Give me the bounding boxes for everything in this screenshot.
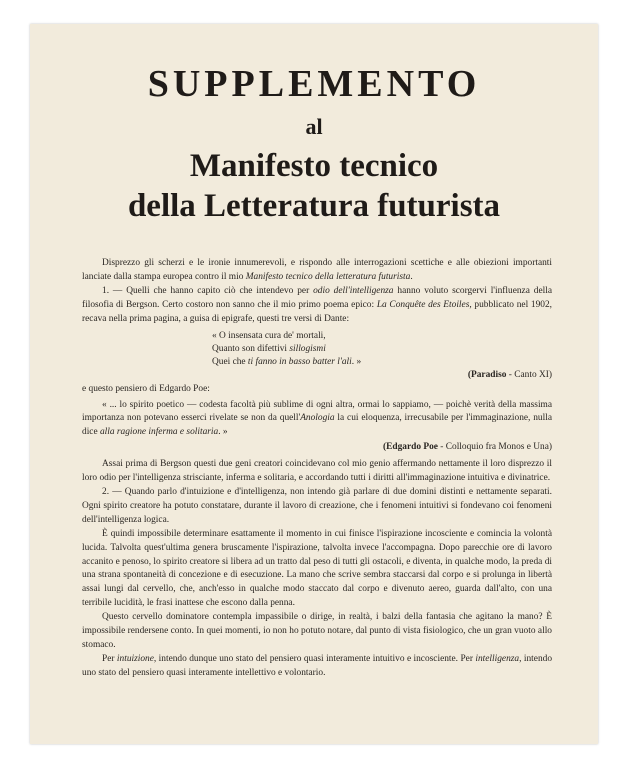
poe-intro: e questo pensiero di Edgardo Poe:: [82, 383, 210, 394]
title-supplemento: SUPPLEMENTO: [147, 63, 481, 105]
paragraph-assai: Assai prima di Bergson questi due geni creatori coincidevano col mio genio affermando nettamente il loro disprezzo il loro odio per l'intelligenza strisciante, inferma e solitaria, e accordando tutti i diritti all'immaginazione intuitiva e divinatrice.: [82, 459, 552, 484]
paragraph-4: Questo cervello dominatore contempla impassibile o dirige, in realtà, i balzi della fantasia che agitano la mano? È impossibile rendersene conto. In quei momenti, io non ho potuto notare, dal punto di vista fisiologico, che un gran vuoto allo stomaco.: [82, 612, 552, 650]
paragraph-2: 2. — Quando parlo d'intuizione e d'intelligenza, non intendo già parlare di due domini distinti e nettamente separati. Ogni spirito creatore ha potuto constatare, durante il lavoro di creazione, che i fenomeni intuitivi si fondevano coi fenomeni dell'intelligenza logica.: [82, 487, 552, 525]
paragraph-5: Per intuizione, intendo dunque uno stato del pensiero quasi interamente intuitivo e incosciente. Per intelligenza, intendo uno stato del pensiero quasi interamente intellettivo e volontario.: [82, 653, 553, 678]
paragraph-3: È quindi impossibile determinare esattamente il momento in cui finisce l'ispirazione incosciente e comincia la volontà lucida. Talvolta quest'ultima genera bruscamente l'ispirazione, talvolta invece l'accompagna. Dopo parecchie ore di lavoro accanito e penoso, lo spirito creatore si libera ad un tratto dal peso di tutti gli ostacoli, e diventa, in qualche modo, la preda di una strana spontaneità di concezione e di esecuzione. La mano che scrive sembra staccarsi dal corpo e si prolunga in libertà assai lungi dal cervello, che, anch'esso in qualche modo staccato dal corpo e divenuto aereo, guarda dall'alto, con una terribile lucidità, le frasi inattese che escono dalla penna.: [82, 528, 552, 609]
verse-line: Quei che ti fanno in basso batter l'ali. »: [212, 357, 362, 368]
title-block: [30, 62, 598, 226]
paragraph-intro: Disprezzo gli scherzi e le ironie innumerevoli, e rispondo alle interrogazioni scettiche e alle obiezioni importanti lanciate dalla stampa europea contro il mio Manifesto tecnico della letteratura futurista.: [82, 258, 552, 282]
verse-line: Quanto son difettivi sillogismi: [212, 343, 326, 354]
manifesto-sheet: [30, 24, 598, 744]
title-letteratura-futurista: della Letteratura futurista: [127, 188, 501, 224]
body-text: [82, 257, 552, 681]
verse-line: « O insensata cura de' mortali,: [212, 330, 326, 341]
paragraph-1: 1. — Quelli che hanno capito ciò che intendevo per odio dell'intelligenza hanno voluto scorgervi l'influenza della filosofia di Bergson. Certo costoro non sanno che il mio primo poema epico: La Conquête des Etoiles, pubblicato nel 1902, recava nella prima pagina, a guisa di epigrafe, questi tre versi di Dante:: [82, 285, 552, 324]
dante-verse: [212, 330, 552, 370]
title-manifesto-tecnico: Manifesto tecnico: [189, 148, 439, 184]
poe-reference: (Edgardo Poe - Colloquio fra Monos e Una): [383, 442, 552, 453]
dante-reference: (Paradiso - Canto XI): [467, 369, 552, 380]
poe-quote: « ... lo spirito poetico — codesta facoltà più sublime di ogni altra, ormai lo sappiamo, — poichè verità della massima importanza non potevano esserci rivelate se non da quell'Anologia la cui eloquenza, irrecusabile per l'immaginazione, nulla dice alla ragione inferma e solitaria. »: [82, 399, 552, 438]
title-al: al: [305, 114, 323, 139]
